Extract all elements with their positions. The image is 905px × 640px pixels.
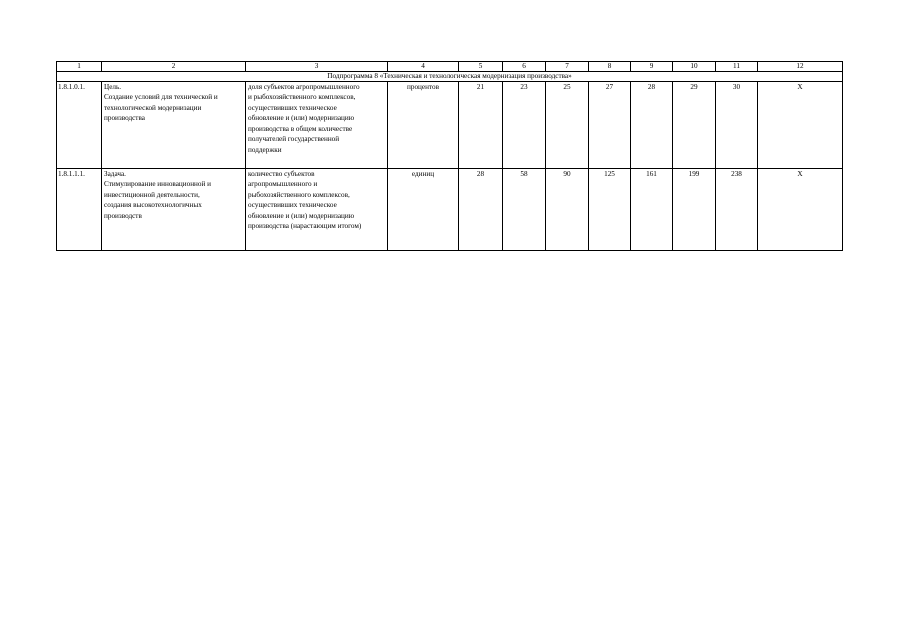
indicator-line: производства (нарастающим итогом) xyxy=(248,222,362,231)
value-cell: 238 xyxy=(716,169,758,251)
indicator-line: осуществивших техническое xyxy=(248,201,337,210)
column-number: 12 xyxy=(758,62,843,72)
x-cell: X xyxy=(758,169,843,251)
indicator-line: агропромышленного и xyxy=(248,180,318,189)
value-cell: 161 xyxy=(631,169,673,251)
column-number: 11 xyxy=(716,62,758,72)
header-row xyxy=(57,62,843,72)
indicator-line: обновление и (или) модернизацию xyxy=(248,114,355,123)
goal-cell xyxy=(102,82,246,169)
goal-line: производств xyxy=(104,211,142,220)
column-number: 1 xyxy=(57,62,102,72)
goal-line: создания высокотехнологичных xyxy=(104,201,202,210)
goal-cell xyxy=(102,169,246,251)
column-number: 7 xyxy=(546,62,589,72)
indicator-cell xyxy=(246,82,388,169)
value-cell: 27 xyxy=(589,82,631,169)
section-title: Подпрограмма 8 «Техническая и технологическая модернизация производства» xyxy=(57,72,843,82)
row-code: 1.8.1.0.1. xyxy=(57,82,102,169)
value-cell: 90 xyxy=(546,169,589,251)
value-cell: 23 xyxy=(503,82,546,169)
goal-line: Стимулирование инновационной и xyxy=(104,180,211,189)
column-number: 3 xyxy=(246,62,388,72)
value-cell: 28 xyxy=(459,169,503,251)
value-cell: 58 xyxy=(503,169,546,251)
value-cell: 28 xyxy=(631,82,673,169)
goal-line: Создание условий для технической и xyxy=(104,93,218,102)
indicator-line: поддержки xyxy=(248,145,282,154)
indicator-line: рыбохозяйственного комплексов, xyxy=(248,190,350,199)
unit-cell: процентов xyxy=(388,82,459,169)
goal-line: Задача. xyxy=(104,170,126,178)
indicator-line: доля субъектов агропромышленного xyxy=(248,83,360,91)
section-row xyxy=(57,72,843,82)
column-number: 9 xyxy=(631,62,673,72)
column-number: 5 xyxy=(459,62,503,72)
indicator-cell xyxy=(246,169,388,251)
indicator-line: осуществивших техническое xyxy=(248,103,337,112)
row-code: 1.8.1.1.1. xyxy=(57,169,102,251)
goal-line: Цель. xyxy=(104,83,122,91)
indicator-line: количество субъектов xyxy=(248,170,315,178)
value-cell: 30 xyxy=(716,82,758,169)
indicator-line: обновление и (или) модернизацию xyxy=(248,211,355,220)
value-cell: 125 xyxy=(589,169,631,251)
value-cell: 199 xyxy=(673,169,716,251)
value-cell: 25 xyxy=(546,82,589,169)
value-cell: 21 xyxy=(459,82,503,169)
goal-line: технологической модернизации xyxy=(104,103,202,112)
goal-line: инвестиционной деятельности, xyxy=(104,190,200,199)
indicator-line: и рыбохозяйственного комплексов, xyxy=(248,93,356,102)
indicator-line: получателей государственной xyxy=(248,135,340,144)
indicator-line: производства в общем количестве xyxy=(248,124,353,133)
indicators-table xyxy=(56,61,843,251)
column-number: 4 xyxy=(388,62,459,72)
unit-cell: единиц xyxy=(388,169,459,251)
column-number: 8 xyxy=(589,62,631,72)
column-number: 6 xyxy=(503,62,546,72)
column-number: 10 xyxy=(673,62,716,72)
value-cell: 29 xyxy=(673,82,716,169)
goal-line: производства xyxy=(104,114,145,123)
column-number: 2 xyxy=(102,62,246,72)
x-cell: X xyxy=(758,82,843,169)
table-row xyxy=(57,82,843,169)
table-row xyxy=(57,169,843,251)
